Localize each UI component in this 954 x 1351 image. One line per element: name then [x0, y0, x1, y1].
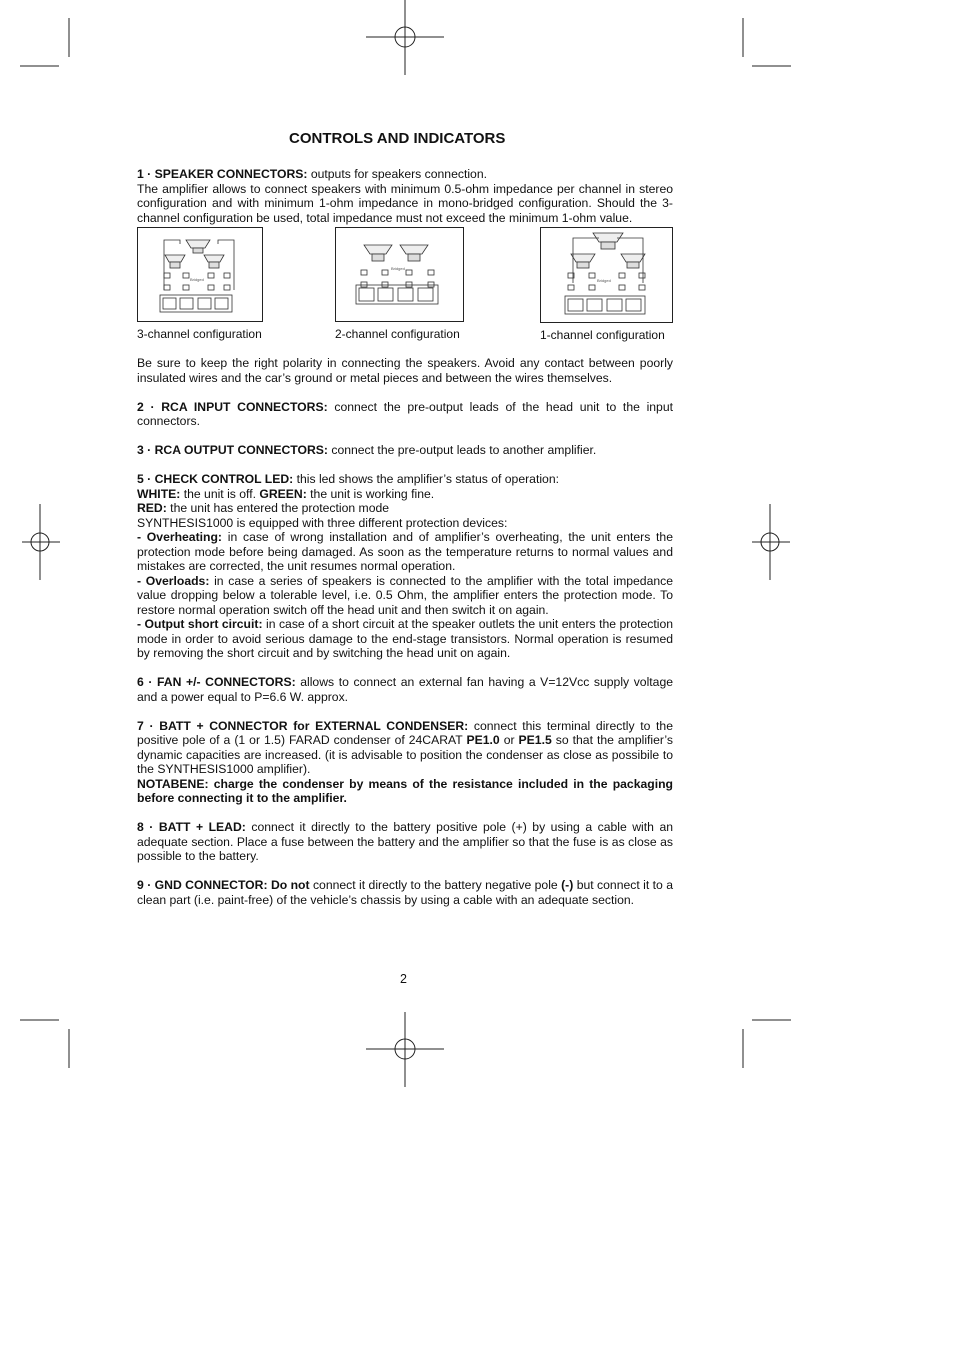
diagram-3ch-svg — [138, 228, 262, 321]
page-number: 2 — [400, 972, 407, 986]
figure-caption: 3-channel configuration — [137, 327, 262, 341]
wiring-diagram-2ch — [335, 227, 464, 322]
section-heading: BATT + CONNECTOR for EXTERNAL CONDENSER: — [159, 718, 469, 733]
diagram-label: Bridged — [190, 277, 204, 282]
section-body: The amplifier allows to connect speakers with minimum 0.5-ohm impedance per channel in stereo configuration and with minimum 1-ohm impedance in mono-bridged configuration. Should the 3-channel configuration be used, total impedance must not exceed the minimum 1-ohm value. — [137, 181, 673, 225]
notabene-warning: NOTABENE: charge the condenser by means of the resistance included in the packaging before connecting it to the amplifier. — [137, 776, 673, 805]
wiring-diagram-3ch — [137, 227, 263, 322]
figure-3-channel — [137, 227, 263, 342]
section-check-control-led: 5 · CHECK CONTROL LED: this led shows the amplifier’s status of operation: WHITE: the unit is off. GREEN: the unit is working fine. RED: the unit has entered the protection mode SYNTHESIS1000 is equipped with three different protection devices: - Overheating: in case of wrong installation and of amplifier’s overheating, the unit enters the protection mode before being damaged. As soon as the temperature returns to normal values and mistakes are corrected, the unit resumes normal operation. - Overloads: in case a series of speakers is connected to the amplifier with the total impedance value dropping below a tolerable level, i.e. 0.5 Ohm, the amplifier enters the protection mode. To restore normal operation switch off the head unit and then switch it on again. - Output short circuit: in case of a short circuit at the speaker outlets the unit enters the protection mode in order to avoid serious damage to the end-stage transistors. Normal operation is resumed by removing the short circuit and by switching the head unit on again. — [137, 472, 674, 660]
section-rca-output: 3 · RCA OUTPUT CONNECTORS: connect the pre-output leads to another amplifier. — [137, 443, 597, 457]
section-rca-input: 2 · RCA INPUT CONNECTORS: connect the pre-output leads of the head unit to the input connectors. — [137, 399, 673, 428]
section-fan-connectors: 6 · FAN +/- CONNECTORS: allows to connect an external fan having a V=12Vcc supply voltage and a power equal to P=6.6 W. approx. — [137, 675, 674, 704]
diagram-label: Bridged — [597, 278, 611, 283]
section-heading: FAN +/- CONNECTORS: — [157, 675, 296, 689]
speaker-configuration-figures — [137, 227, 673, 340]
section-heading: CHECK CONTROL LED: — [154, 472, 294, 486]
section-batt-connector-condenser: 7 · BATT + CONNECTOR for EXTERNAL CONDENSER: connect this terminal directly to the positive pole of a (1 or 1.5) FARAD condenser of 24CARAT PE1.0 or PE1.5 so that the amplifier’s dynamic capacities are increased. (it is advisable to position the condenser as close as possibile to the SYNTHESIS1000 amplifier). NOTABENE: charge the condenser by means of the resistance included in the packaging before connecting it to the amplifier. — [137, 718, 673, 805]
page-title: CONTROLS AND INDICATORS — [289, 130, 506, 147]
section-heading: RCA OUTPUT CONNECTORS: — [154, 443, 328, 457]
content — [137, 167, 673, 907]
figure-caption: 1-channel configuration — [540, 328, 665, 342]
section-heading: SPEAKER CONNECTORS: — [154, 167, 308, 181]
section-heading: BATT + LEAD: — [158, 820, 246, 834]
section-batt-lead: 8 · BATT + LEAD: connect it directly to the battery positive pole (+) by using a cable with an adequate section. Place a fuse between the battery and the amplifier so that the fuse is as close as possible to the battery. — [137, 820, 673, 863]
diagram-1ch-svg — [541, 228, 672, 322]
figure-1-channel — [540, 227, 673, 343]
section-heading: GND CONNECTOR: — [154, 878, 268, 892]
diagram-2ch-svg — [336, 228, 463, 321]
section-heading: RCA INPUT CONNECTORS: — [161, 399, 328, 414]
figure-2-channel — [335, 227, 464, 342]
polarity-note: Be sure to keep the right polarity in connecting the speakers. Avoid any contact between poorly insulated wires and the car’s ground or metal pieces and between the wires themselves. — [137, 356, 673, 385]
figure-caption: 2-channel configuration — [335, 327, 460, 341]
diagram-label: Bridged — [391, 266, 405, 271]
section-gnd-connector: 9 · GND CONNECTOR: Do not connect it directly to the battery negative pole (-) but connect it to a clean part (i.e. paint-free) of the vehicle’s chassis by using a cable with an adequate section. — [137, 878, 673, 907]
wiring-diagram-1ch — [540, 227, 673, 323]
section-speaker-connectors: 1 · SPEAKER CONNECTORS: outputs for speakers connection. The amplifier allows to connect speakers with minimum 0.5-ohm impedance per channel in stereo configuration and with minimum 1-ohm impedance in mono-bridged configuration. Should the 3-channel configuration be used, total impedance must not exceed the minimum 1-ohm value. — [137, 167, 673, 225]
